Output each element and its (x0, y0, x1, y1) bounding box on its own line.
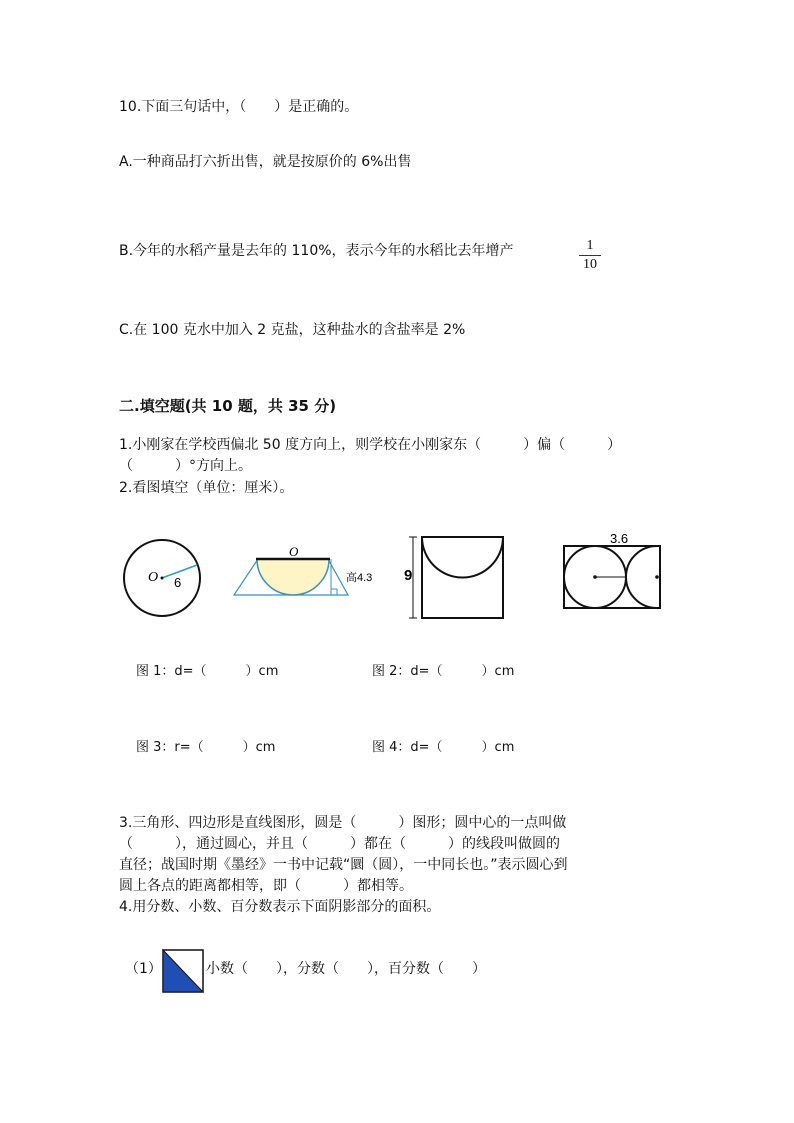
q3-line1: 3.三角形、四边形是直线图形，圆是（ ）图形；圆中心的一点叫做 (119, 815, 567, 831)
center-dot (161, 577, 164, 580)
fraction-denominator: 10 (583, 257, 597, 272)
center-dot (593, 575, 597, 579)
q10-option-b: B.今年的水稻产量是去年的 110%，表示今年的水稻比去年增产 (119, 243, 514, 259)
side-label: 9 (404, 567, 413, 584)
q10-option-b-fraction (578, 238, 602, 273)
figure-1-circle (120, 535, 204, 621)
q10-stem: 10.下面三句话中，（ ）是正确的。 (119, 99, 359, 115)
q3-line3: 直径；战国时期《墨经》一书中记载“圜（圆），一中同长也。”表示圆心到 (119, 857, 568, 873)
q1-line2: （ ）°方向上。 (119, 458, 252, 474)
height-label: 高4.3 (346, 572, 373, 584)
shaded-square-figure (162, 949, 204, 993)
fig1-answer: 图 1：d=（ ）cm (136, 664, 279, 679)
right-circle-arc (626, 546, 657, 608)
fig3-answer: 图 3：r=（ ）cm (136, 740, 276, 755)
right-angle-mark (331, 589, 337, 595)
fraction-bar (579, 255, 601, 256)
center-label: O (289, 544, 299, 559)
section-title: 二.填空题(共 10 题，共 35 分) (119, 397, 337, 415)
figure-2-semicircle-trapezoid (230, 545, 380, 605)
width-label: 3.6 (610, 531, 629, 546)
q1-line1: 1.小刚家在学校西偏北 50 度方向上，则学校在小刚家东（ ）偏（ ） (119, 437, 622, 453)
semicircle-outline (422, 537, 503, 578)
fig4-answer: 图 4：d=（ ）cm (372, 740, 515, 755)
figure-4-rectangle-circles (560, 530, 670, 612)
fraction-numerator: 1 (586, 238, 594, 253)
q10-option-a: A.一种商品打六折出售，就是按原价的 6%出售 (119, 154, 412, 170)
semicircle-fill (257, 559, 329, 595)
q4-stem: 4.用分数、小数、百分数表示下面阴影部分的面积。 (119, 899, 441, 915)
figure-3-square-semicircle (402, 532, 512, 622)
q3-line4: 圆上各点的距离都相等，即（ ）都相等。 (119, 878, 413, 894)
q10-option-c: C.在 100 克水中加入 2 克盐，这种盐水的含盐率是 2% (119, 322, 466, 338)
center-label: O (148, 570, 159, 585)
q4-item-text: 小数（ ），分数（ ），百分数（ ） (206, 961, 486, 977)
fig2-answer: 图 2：d=（ ）cm (372, 664, 515, 679)
edge-dot (655, 575, 659, 579)
radius-label: 6 (174, 575, 182, 590)
q3-line2: （ ），通过圆心，并且（ ）都在（ ）的线段叫做圆的 (119, 836, 560, 852)
q4-item-label: （1） (125, 961, 162, 977)
q2-stem: 2.看图填空（单位：厘米）。 (119, 480, 294, 496)
